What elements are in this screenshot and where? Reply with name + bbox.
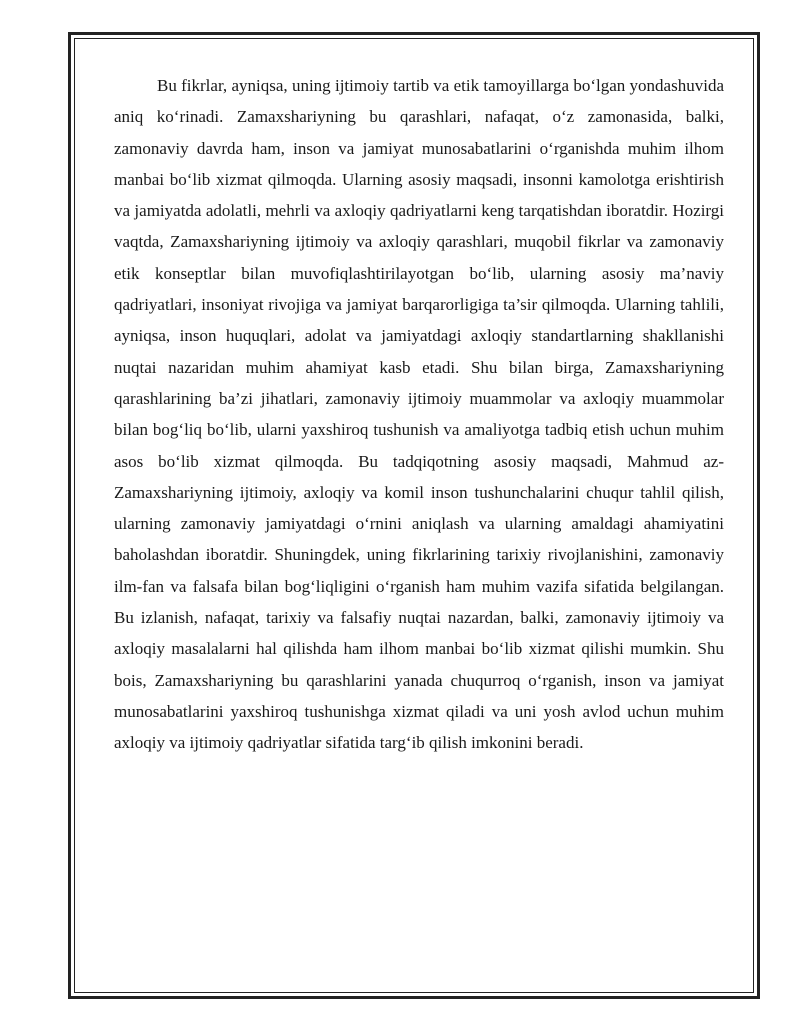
body-paragraph: Bu fikrlar, ayniqsa, uning ijtimoiy tartib va etik tamoyillarga bo‘lgan yondashuvida aniq ko‘rinadi. Zamaxshariyning bu qarashlari, nafaqat, o‘z zamonasida, balki, zamonaviy davrda ham, inson va jamiyat munosabatlarini o‘rganishda muhim ilhom manbai bo‘lib xizmat qilmoqda. Ularning asosiy maqsadi, insonni kamolotga erishtirish va jamiyatda adolatli, mehrli va axloqiy qadriyatlarni keng tarqatishdan iboratdir. Hozirgi vaqtda, Zamaxshariyning ijtimoiy va axloqiy qarashlari, muqobil fikrlar va zamonaviy etik konseptlar bilan muvofiqlashtirilayotgan bo‘lib, ularning asosiy ma’naviy qadriyatlari, insoniyat rivojiga va jamiyat barqarorligiga ta’sir qilmoqda. Ularning tahlili, ayniqsa, inson huquqlari, adolat va jamiyatdagi axloqiy standartlarning shakllanishi nuqtai nazaridan muhim ahamiyat kasb etadi. Shu bilan birga, Zamaxshariyning qarashlarining ba’zi jihatlari, zamonaviy ijtimoiy muammolar va axloqiy muammolar bilan bog‘liq bo‘lib, ularni yaxshiroq tushunish va amaliyotga tadbiq etish uchun muhim asos bo‘lib xizmat qilmoqda. Bu tadqiqotning asosiy maqsadi, Mahmud az-Zamaxshariyning ijtimoiy, axloqiy va komil inson tushunchalarini chuqur tahlil qilish, ularning zamonaviy jamiyatdagi o‘rnini aniqlash va ularning amaldagi ahamiyatini baholashdan iboratdir. Shuningdek, uning fikrlarining tarixiy rivojlanishini, zamonaviy ilm-fan va falsafa bilan bog‘liqligini o‘rganish ham muhim vazifa sifatida belgilangan. Bu izlanish, nafaqat, tarixiy va falsafiy nuqtai nazardan, balki, zamonaviy ijtimoiy va axloqiy masalalarni hal qilishda ham ilhom manbai bo‘lib xizmat qilishi mumkin. Shu bois, Zamaxshariyning bu qarashlarini yanada chuqurroq o‘rganish, inson va jamiyat munosabatlarini yaxshiroq tushunishga xizmat qiladi va uni yosh avlod uchun muhim axloqiy va ijtimoiy qadriyatlar sifatida targ‘ib qilish imkonini beradi. bbox=[114, 76, 724, 753]
